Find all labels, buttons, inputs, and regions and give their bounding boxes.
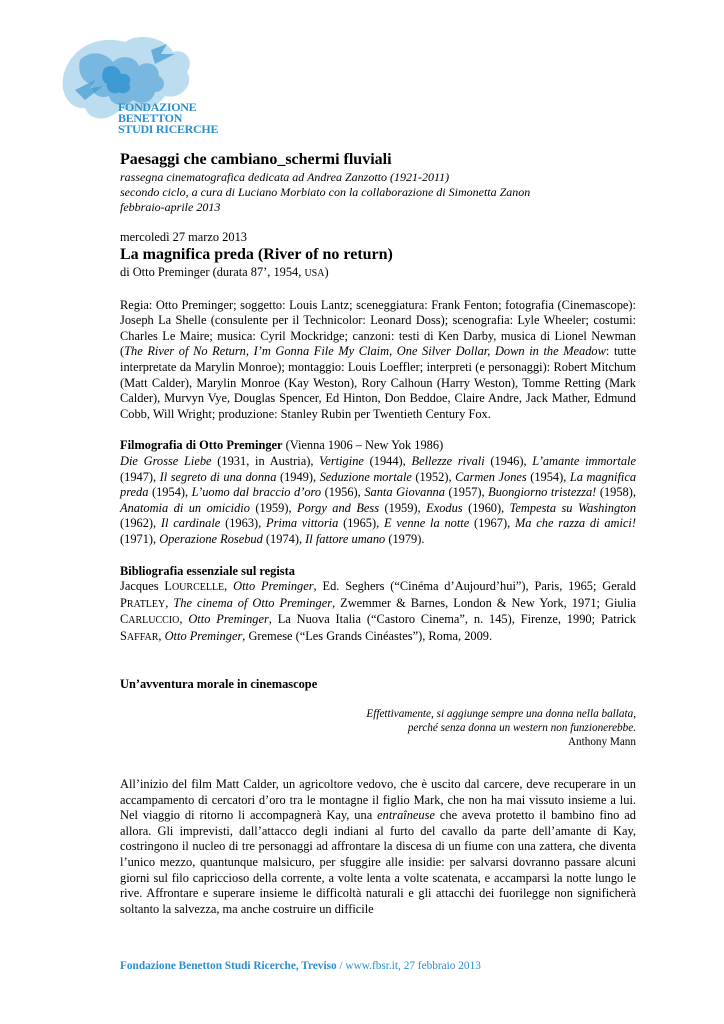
logo-line: BENETTON (118, 111, 183, 125)
filmography-title-item: Vertigine (319, 453, 364, 468)
bibliography-list (120, 579, 636, 645)
bib-author-sc: RATLEY (126, 598, 166, 610)
filmography-year: (1956), (321, 485, 365, 500)
bib-author: Gerald P (120, 579, 636, 610)
film-byline (120, 265, 636, 282)
filmography-title: Filmografia di Otto Preminger (120, 438, 283, 453)
bib-title: Otto Preminger (188, 612, 269, 627)
series-curators: secondo ciclo, a cura di Luciano Morbiato con la collaborazione di Simonetta Zanon (120, 185, 531, 199)
filmography-title-item: Carmen Jones (455, 469, 527, 484)
series-subtitle: rassegna cinematografica dedicata ad Andrea Zanzotto (1921-2011) (120, 170, 450, 184)
filmography-year: (1959), (249, 500, 298, 515)
filmography-title-item: Die Grosse Liebe (120, 453, 212, 468)
filmography-title-item: Exodus (426, 500, 463, 515)
filmography-year: (1954), (148, 485, 192, 500)
filmography-title-item: Buongiorno tristezza! (488, 485, 597, 500)
bib-title: The cinema of Otto Preminger (173, 595, 333, 610)
credits-songs: The River of No Return, I’m Gonna File My Claim, One Silver Dollar, Down in the Meadow (124, 344, 606, 359)
epigraph (120, 707, 636, 749)
filmography-heading (120, 438, 636, 454)
filmography-year: (1971), (120, 531, 160, 546)
bib-sep: , (165, 595, 174, 610)
filmography-year: (1957), (444, 485, 489, 500)
filmography-year: (1965), (338, 516, 384, 531)
bib-sep: , (158, 628, 165, 643)
credits-paragraph (120, 298, 636, 423)
epigraph-line: perché senza donna un western non funzionerebbe. (407, 722, 636, 735)
filmography-year: (1954), (526, 469, 570, 484)
footer-link-date[interactable]: / www.fbsr.it, 27 febbraio 2013 (336, 960, 481, 972)
epigraph-author: Anthony Mann (567, 736, 636, 749)
filmography-year: (1958), (596, 485, 636, 500)
filmography-title-item: Operazione Rosebud (159, 531, 263, 546)
filmography-year: (1947), (120, 469, 160, 484)
filmography-year: (1967), (469, 516, 515, 531)
bib-details: , La Nuova Italia (“Castoro Cinema”, n. 145), Firenze, 1990; (268, 612, 601, 627)
byline-text: di Otto Preminger (durata 87’, 1954, (120, 265, 305, 279)
filmography-year: (1959), (379, 500, 427, 515)
page-footer (120, 960, 481, 972)
filmography-title-item: Il fattore umano (305, 531, 386, 546)
logo-line: STUDI RICERCHE (118, 122, 219, 136)
filmography-title-item: Tempesta su Washington (509, 500, 637, 515)
filmography-year: (1974), (262, 531, 306, 546)
filmography-year: (1952), (411, 469, 456, 484)
essay-heading: Un’avventura morale in cinemascope (120, 677, 318, 692)
filmography-year: (1946), (484, 453, 533, 468)
footer-org: Fondazione Benetton Studi Ricerche, Treviso (120, 960, 337, 972)
filmography-title-item: Bellezze rivali (411, 453, 485, 468)
filmography-note: (Vienna 1906 – New Yok 1986) (282, 438, 444, 453)
epigraph-line: Effettivamente, si aggiunge sempre una donna nella ballata, (366, 708, 636, 721)
filmography-title-item: E venne la notte (384, 516, 470, 531)
filmography-title-item: L’amante immortale (532, 453, 637, 468)
screening-date: mercoledì 27 marzo 2013 (120, 230, 247, 244)
film-title: La magnifica preda (River of no return) (120, 246, 393, 263)
bib-details: , Gremese (“Les Grands Cinéastes”), Roma, 2009. (242, 628, 493, 643)
filmography-year: (1979). (385, 531, 425, 546)
series-title: Paesaggi che cambiano_schermi fluviali (120, 151, 392, 168)
filmography-title-item: Il segreto di una donna (159, 469, 277, 484)
bib-author-sc: OURCELLE (171, 582, 225, 594)
logo-text (118, 102, 218, 135)
bib-sep: , (179, 612, 189, 627)
bib-title: Otto Preminger (164, 628, 243, 643)
document-body (120, 150, 636, 917)
essay-italic: entraîneuse (377, 808, 435, 823)
filmography-year: (1963), (220, 516, 267, 531)
logo-line: FONDAZIONE (118, 100, 197, 114)
series-period: febbraio-aprile 2013 (120, 200, 221, 214)
bib-title: Otto Preminger (233, 579, 314, 594)
bib-author-sc: AFFAR (126, 631, 159, 643)
filmography-year: (1931, in Austria), (211, 453, 320, 468)
filmography-title-item: Prima vittoria (266, 516, 339, 531)
filmography-title-item: L’uomo dal braccio d’oro (191, 485, 322, 500)
bib-author: Patrick S (120, 612, 636, 643)
byline-country: USA (304, 268, 325, 279)
filmography-year: (1962), (120, 516, 161, 531)
filmography-title-item: Ma che razza di amici! (514, 516, 636, 531)
bib-details: , Zwemmer & Barnes, London & New York, 1971; (332, 595, 606, 610)
filmography-list (120, 454, 636, 548)
essay-text: All’inizio del film Matt Calder, un agricoltore vedovo, che è uscito dal carcere, deve recuperare in un accampamento di cercatori d’oro tra le montagne il figlio Mark, che non ha mai vissuto insieme a lui. Nel viaggio di ritorno li accompagnerà Kay, una (120, 777, 636, 823)
essay-text-end: che aveva protetto il bambino fino ad allora. Gli imprevisti, dall’attacco degli indiani al furto del cavallo da parte dell’amante di Kay, costringono il nucleo di tre personaggi ad affrontare la discesa di un fiume con una zattera, che diventa l’unico mezzo, quantunque malsicuro, per sfuggire alle insidie: per salvarsi dovranno passare alcuni giorni sul filo capriccioso della corrente, a volte lenta a volte scatenata, e accamparsi la notte lungo le rive. Affrontare e superare insieme le difficoltà naturali e gli attacchi dei fuorilegge non significherà soltanto la salvezza, ma anche costruire un difficile (120, 808, 637, 916)
essay-paragraph (120, 777, 636, 917)
filmography-year: (1944), (363, 453, 412, 468)
bib-sep: , (224, 579, 234, 594)
bib-author: Giulia C (120, 595, 636, 627)
filmography-title-item: Santa Giovanna (364, 485, 445, 500)
credits-text-end: : tutte interpretate da Marylin Monroe); montaggio: Louis Loeffler; interpreti (e personaggi): Robert Mitchum (Matt Calder), Marylin Monroe (Kay Weston), Rory Calhoun (Harry Weston), Tomme Retting (Mark Calder), Murvyn Vye, Douglas Spencer, Ed Hinton, Don Beddoe, Claire Andre, Jack Mather, Edmund Cobb, Will Wright; produzione: Stanley Rubin per Twentieth Century Fox. (120, 344, 636, 421)
filmography-year: (1949), (276, 469, 320, 484)
bib-author: Jacques L (120, 579, 172, 594)
filmography-title-item: Porgy and Bess (297, 500, 380, 515)
bib-author-sc: ARLUCCIO (128, 615, 180, 627)
filmography-title-item: Seduzione mortale (319, 469, 412, 484)
bib-details: , Ed. Seghers (“Cinéma d’Aujourd’hui”), Paris, 1965; (313, 579, 603, 594)
filmography-title-item: Anatomia di un omicidio (120, 500, 250, 515)
credits-text: Regia: Otto Preminger; soggetto: Louis Lantz; sceneggiatura: Frank Fenton; fotografia (Cinemascope): Joseph La Shelle (consulente per il Technicolor: Leonard Doss); scenografia: Lyle Wheeler; costumi: Charles Le Maire; musica: Cyril Mockridge; canzoni: testi di Ken Darby, musica di Lionel Newman ( (120, 297, 636, 359)
filmography-title-item: Il cardinale (160, 516, 221, 531)
filmography-title-item: La magnifica preda (120, 469, 637, 500)
bibliography-heading: Bibliografia essenziale sul regista (120, 563, 295, 578)
filmography-year: (1960), (462, 500, 510, 515)
byline-close: ) (324, 265, 329, 279)
